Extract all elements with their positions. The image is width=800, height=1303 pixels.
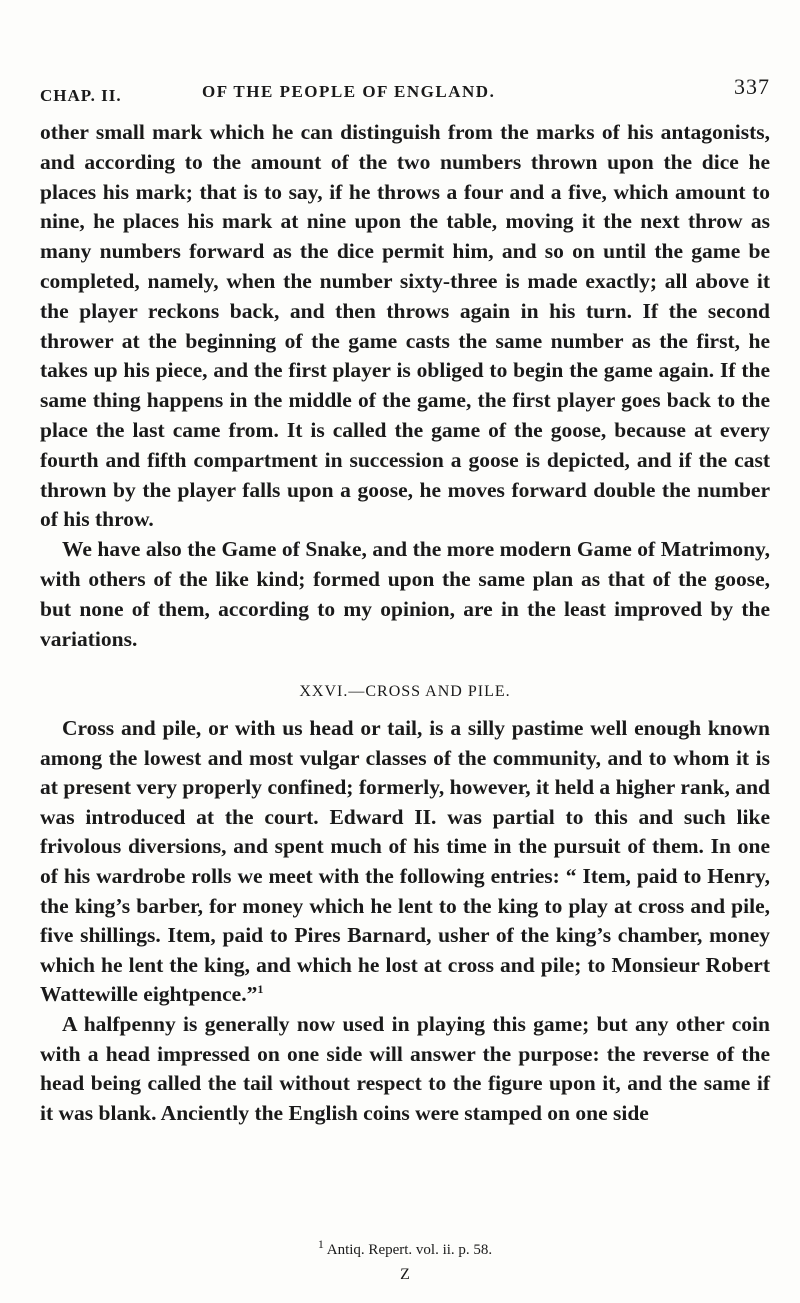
paragraph-cross-and-pile-text: Cross and pile, or with us head or tail, is a silly pastime well enough known among the lowest and most vulgar classes of the community, and to whom it is at present very properly confined; formerly, however, it held a higher rank, and was introduced at the court. Edward II. was partial to this and such like frivolous diversions, and spent much of his time in the pursuit of them. In one of his wardrobe rolls we meet with the following entries: “ Item, paid to Henry, the king’s barber, for money which he lent to the king to play at cross and pile, five shillings. Item, paid to Pires Barnard, usher of the king’s chamber, money which he lent the king, and which he lost at cross and pile; to Monsieur Robert Wattewille eightpence.”: [40, 716, 770, 1007]
paragraph-snake-game: We have also the Game of Snake, and the more modern Game of Matrimony, with others of the like kind; formed upon the same plan as that of the goose, but none of them, according to my opinion, are in the least improved by the variations.: [40, 537, 770, 651]
paragraph-goose-game: other small mark which he can distinguish from the marks of his antagonists, and according to the amount of the two numbers thrown upon the dice he places his mark; that is to say, if he throws a four and a five, which amount to nine, he places his mark at nine upon the table, moving it the next throw as many numbers forward as the dice permit him, and so on until the game be completed, namely, when the number sixty-three is made exactly; all above it the player reckons back, and then throws again in his turn. If the second thrower at the beginning of the game casts the same number as the first, he takes up his piece, and the first player is obliged to begin the game again. If the same thing happens in the middle of the game, the first player goes back to the place the last came from. It is called the game of the goose, because at every fourth and fifth compartment in succession a goose is depicted, and if the cast thrown by the player falls upon a goose, he moves forward double the number of his throw.: [40, 120, 770, 532]
paragraph-halfpenny: A halfpenny is generally now used in playing this game; but any other coin with a head impressed on one side will answer the purpose: the reverse of the head being called the tail without respect to the figure upon it, and the same if it was blank. Anciently the English coins were stamped on one side: [40, 1011, 770, 1125]
body-text-lower: [40, 714, 770, 1128]
body-text-upper: [40, 118, 770, 654]
signature-mark: Z: [400, 1266, 410, 1283]
section-heading: XXVI.—CROSS AND PILE.: [299, 683, 511, 700]
running-title: OF THE PEOPLE OF ENGLAND.: [202, 82, 496, 101]
footnote-number: 1: [317, 1237, 324, 1251]
paragraph-cross-and-pile: [40, 714, 770, 1010]
footnote-text: Antiq. Repert. vol. ii. p. 58.: [326, 1242, 493, 1258]
footnote-reference: 1: [257, 982, 264, 997]
chapter-label: CHAP. II.: [40, 86, 122, 105]
page-number: 337: [734, 74, 770, 99]
footnote: [40, 1237, 770, 1259]
running-header: [40, 74, 770, 104]
